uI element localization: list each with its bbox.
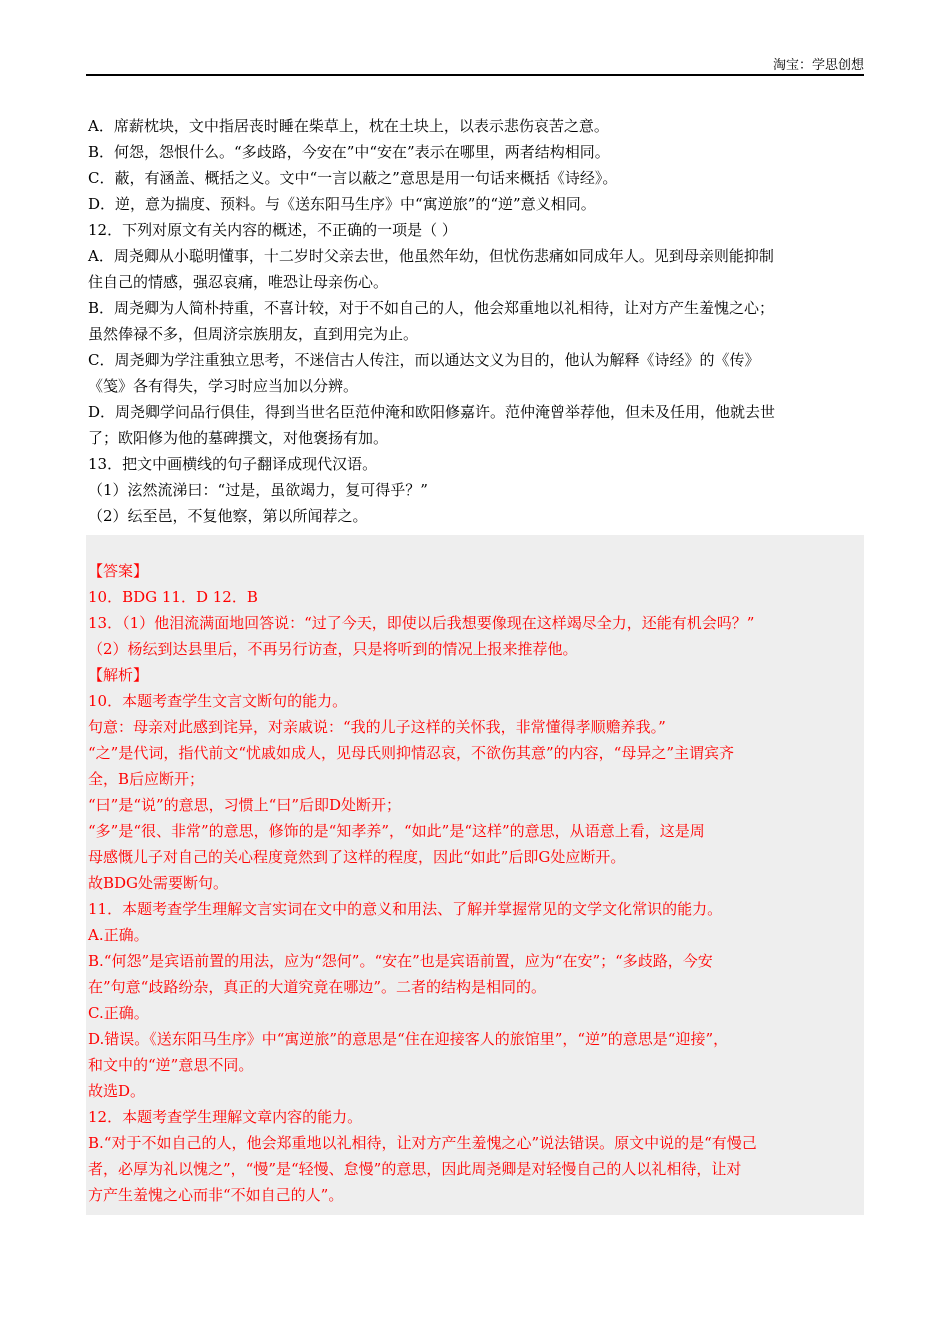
- answer-line: “多”是“很、非常”的意思，修饰的是“知孝养”，“如此”是“这样”的意思，从语意上看，这是周: [88, 822, 705, 840]
- question-section: [88, 113, 858, 529]
- answer-line: 全，B后应断开；: [88, 770, 205, 788]
- answer-line: 10．本题考查学生文言文断句的能力。: [88, 692, 348, 710]
- page-header: [86, 50, 864, 76]
- question-line: 虽然俸禄不多，但周济宗族朋友，直到用完为止。: [88, 325, 419, 343]
- question-line: 《笺》各有得失，学习时应当加以分辨。: [88, 377, 359, 395]
- answer-line: 故BDG处需要断句。: [88, 874, 229, 892]
- answer-line: 在”句意“歧路纷杂，真正的大道究竟在哪边”。二者的结构是相同的。: [88, 978, 547, 996]
- question-line: 住自己的情感，强忍哀痛，唯恐让母亲伤心。: [88, 273, 389, 291]
- answer-line: 12．本题考查学生理解文章内容的能力。: [88, 1108, 363, 1126]
- answer-line: 10．BDG 11．D 12．B: [88, 588, 258, 606]
- answer-line: D.错误。《送东阳马生序》中“寓逆旅”的意思是“住在迎接客人的旅馆里”，“逆”的意思是“迎接”，: [88, 1030, 729, 1048]
- answer-line: 者，必厚为礼以愧之”，“慢”是“轻慢、怠慢”的意思，因此周尧卿是对轻慢自己的人以礼相待，让对: [88, 1160, 742, 1178]
- answer-line: 和文中的“逆”意思不同。: [88, 1056, 254, 1074]
- header-text: 淘宝：学思创想: [772, 58, 864, 73]
- answer-line: B.“何怨”是宾语前置的用法，应为“怨何”。“安在”也是宾语前置，应为“在安”；“多歧路，今安: [88, 952, 713, 970]
- answer-line: 故选D。: [88, 1082, 146, 1100]
- question-line: D．逆，意为揣度、预料。与《送东阳马生序》中“寓逆旅”的“逆”意义相同。: [88, 195, 596, 213]
- answer-line: 方产生羞愧之心而非“不如自己的人”。: [88, 1186, 344, 1204]
- answer-line: “之”是代词，指代前文“忧戚如成人，见母氏则抑情忍哀，不欲伤其意”的内容，“母异之”主谓宾齐: [88, 744, 735, 762]
- answer-line: A.正确。: [88, 926, 149, 944]
- question-line: C．周尧卿为学注重独立思考，不迷信古人传注，而以通达文义为目的，他认为解释《诗经》的《传》: [88, 351, 760, 369]
- question-line: 了；欧阳修为他的墓碑撰文，对他褒扬有加。: [88, 429, 389, 447]
- question-line: A．席薪枕块，文中指居丧时睡在柴草上，枕在土块上，以表示悲伤哀苦之意。: [88, 117, 609, 135]
- question-line: C．蔽，有涵盖、概括之义。文中“一言以蔽之”意思是用一句话来概括《诗经》。: [88, 169, 618, 187]
- question-line: D．周尧卿学问品行俱佳，得到当世名臣范仲淹和欧阳修嘉许。范仲淹曾举荐他，但未及任用，他就去世: [88, 403, 776, 421]
- answer-line: C.正确。: [88, 1004, 149, 1022]
- question-line: 13．把文中画横线的句子翻译成现代汉语。: [88, 455, 378, 473]
- answer-line: 11．本题考查学生理解文言实词在文中的意义和用法、了解并掌握常见的文学文化常识的能力。: [88, 900, 723, 918]
- answer-line: B.“对于不如自己的人，他会郑重地以礼相待，让对方产生羞愧之心”说法错误。原文中说的是“有慢己: [88, 1134, 757, 1152]
- question-line: A．周尧卿从小聪明懂事，十二岁时父亲去世，他虽然年幼，但忧伤悲痛如同成年人。见到母亲则能抑制: [88, 247, 774, 265]
- answer-section: [88, 558, 858, 1208]
- question-line: B．周尧卿为人简朴持重，不喜计较，对于不如自己的人，他会郑重地以礼相待，让对方产生羞愧之心；: [88, 299, 775, 317]
- answer-line: （2）杨纭到达县里后，不再另行访查，只是将听到的情况上报来推荐他。: [88, 640, 578, 658]
- answer-line: 13．（1）他泪流满面地回答说：“过了今天，即使以后我想要像现在这样竭尽全力，还能有机会吗？”: [88, 614, 755, 632]
- answer-line: 【答案】: [88, 562, 149, 580]
- question-line: （1）泫然流涕曰：“过是，虽欲竭力，复可得乎？”: [88, 481, 428, 499]
- answer-line: 【解析】: [88, 666, 149, 684]
- answer-line: 句意：母亲对此感到诧异，对亲戚说：“我的儿子这样的关怀我，非常懂得孝顺赡养我。”: [88, 718, 666, 736]
- question-line: 12．下列对原文有关内容的概述，不正确的一项是（ ）: [88, 221, 457, 239]
- question-line: （2）纭至邑，不复他察，第以所闻荐之。: [88, 507, 368, 525]
- question-line: B．何怨，怨恨什么。“多歧路，今安在”中“安在”表示在哪里，两者结构相同。: [88, 143, 610, 161]
- answer-line: “曰”是“说”的意思，习惯上“曰”后即D处断开；: [88, 796, 402, 814]
- answer-line: 母感慨儿子对自己的关心程度竟然到了这样的程度，因此“如此”后即G处应断开。: [88, 848, 626, 866]
